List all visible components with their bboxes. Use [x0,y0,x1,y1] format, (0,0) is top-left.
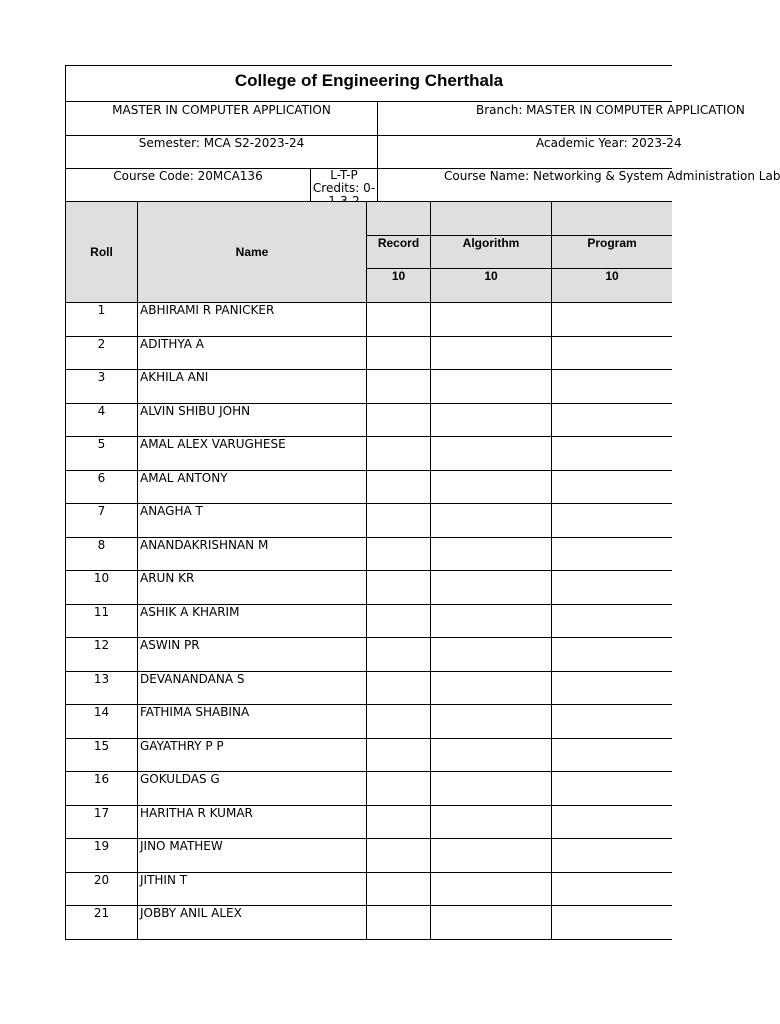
roll-cell: 20 [65,872,137,906]
name-cell: JITHIN T [137,872,366,906]
name-cell: HARITHA R KUMAR [137,805,366,839]
table-row [65,771,672,805]
algorithm-mark-cell[interactable] [430,570,551,604]
semester-row [65,135,682,168]
table-row [65,369,672,403]
roll-cell: 19 [65,838,137,872]
program-mark-cell[interactable] [551,604,672,638]
ltp-label: L-T-P [330,168,358,182]
roll-cell: 11 [65,604,137,638]
algorithm-mark-cell[interactable] [430,336,551,370]
title-row [65,65,672,101]
roll-cell: 17 [65,805,137,839]
roll-cell: 13 [65,671,137,705]
program-mark-cell[interactable] [551,637,672,671]
name-cell: AMAL ALEX VARUGHESE [137,436,366,470]
algorithm-mark-cell[interactable] [430,771,551,805]
header-program-blank [551,201,672,235]
record-mark-cell[interactable] [366,704,430,738]
ltp-cell [310,168,377,202]
record-mark-cell[interactable] [366,537,430,571]
algorithm-mark-cell[interactable] [430,604,551,638]
college-title: College of Engineering Cherthala [65,65,672,101]
algorithm-mark-cell[interactable] [430,637,551,671]
program-mark-cell[interactable] [551,671,672,705]
header-record: Record [366,235,430,268]
record-mark-cell[interactable] [366,503,430,537]
table-row [65,570,672,604]
record-mark-cell[interactable] [366,470,430,504]
roll-cell: 16 [65,771,137,805]
roll-cell: 1 [65,302,137,336]
algorithm-mark-cell[interactable] [430,671,551,705]
name-cell: FATHIMA SHABINA [137,704,366,738]
table-row [65,671,672,705]
record-mark-cell[interactable] [366,604,430,638]
table-row [65,537,672,571]
header-algorithm-max: 10 [430,268,551,302]
header-program-max: 10 [551,268,672,302]
record-mark-cell[interactable] [366,336,430,370]
table-bottom-border [65,939,672,940]
algorithm-mark-cell[interactable] [430,436,551,470]
attendance-sheet [65,65,780,940]
record-mark-cell[interactable] [366,805,430,839]
header-record-max: 10 [366,268,430,302]
table-row [65,302,672,336]
table-row [65,436,672,470]
header-algorithm-blank [430,201,551,235]
table-row [65,604,672,638]
table-row [65,738,672,772]
algorithm-mark-cell[interactable] [430,805,551,839]
roll-cell: 21 [65,905,137,939]
record-mark-cell[interactable] [366,403,430,437]
roll-cell: 14 [65,704,137,738]
record-mark-cell[interactable] [366,436,430,470]
roll-cell: 10 [65,570,137,604]
algorithm-mark-cell[interactable] [430,704,551,738]
header-name: Name [137,201,366,302]
name-cell: DEVANANDANA S [137,671,366,705]
program-mark-cell[interactable] [551,537,672,571]
branch-cell: Branch: MASTER IN COMPUTER APPLICATION [377,101,672,135]
algorithm-mark-cell[interactable] [430,470,551,504]
algorithm-mark-cell[interactable] [430,369,551,403]
name-cell: GAYATHRY P P [137,738,366,772]
program-mark-cell[interactable] [551,436,672,470]
record-mark-cell[interactable] [366,570,430,604]
program-mark-cell[interactable] [551,738,672,772]
name-cell: ANANDAKRISHNAN M [137,537,366,571]
header-record-blank [366,201,430,235]
course-code-cell: Course Code: 20MCA136 [65,168,310,202]
record-mark-cell[interactable] [366,738,430,772]
algorithm-mark-cell[interactable] [430,905,551,939]
record-mark-cell[interactable] [366,671,430,705]
table-row [65,503,672,537]
roll-cell: 2 [65,336,137,370]
name-cell: AKHILA ANI [137,369,366,403]
program-mark-cell[interactable] [551,805,672,839]
program-mark-cell[interactable] [551,369,672,403]
program-mark-cell[interactable] [551,704,672,738]
programme-cell: MASTER IN COMPUTER APPLICATION [65,101,377,135]
name-cell: ADITHYA A [137,336,366,370]
table-row [65,805,672,839]
name-cell: AMAL ANTONY [137,470,366,504]
roll-cell: 3 [65,369,137,403]
algorithm-mark-cell[interactable] [430,872,551,906]
record-mark-cell[interactable] [366,905,430,939]
program-mark-cell[interactable] [551,905,672,939]
table-row [65,637,672,671]
credits-value: Credits: 0- [312,181,376,195]
name-cell: ABHIRAMI R PANICKER [137,302,366,336]
course-name-cell: Course Name: Networking & System Administration Lab [377,168,672,202]
header-algorithm: Algorithm [430,235,551,268]
program-mark-cell[interactable] [551,771,672,805]
program-mark-cell[interactable] [551,336,672,370]
program-mark-cell[interactable] [551,838,672,872]
academic-year-cell: Academic Year: 2023-24 [377,135,672,168]
algorithm-mark-cell[interactable] [430,738,551,772]
algorithm-mark-cell[interactable] [430,503,551,537]
table-row [65,838,672,872]
program-mark-cell[interactable] [551,872,672,906]
table-header [65,201,672,302]
record-mark-cell[interactable] [366,838,430,872]
record-mark-cell[interactable] [366,771,430,805]
table-row [65,403,672,437]
program-mark-cell[interactable] [551,302,672,336]
program-mark-cell[interactable] [551,470,672,504]
table-row [65,470,672,504]
algorithm-mark-cell[interactable] [430,838,551,872]
name-cell: ASWIN PR [137,637,366,671]
record-mark-cell[interactable] [366,872,430,906]
record-mark-cell[interactable] [366,302,430,336]
name-cell: JOBBY ANIL ALEX [137,905,366,939]
program-mark-cell[interactable] [551,570,672,604]
name-cell: ALVIN SHIBU JOHN [137,403,366,437]
program-mark-cell[interactable] [551,403,672,437]
name-cell: JINO MATHEW [137,838,366,872]
roll-cell: 5 [65,436,137,470]
roll-cell: 15 [65,738,137,772]
name-cell: ASHIK A KHARIM [137,604,366,638]
program-mark-cell[interactable] [551,503,672,537]
semester-cell: Semester: MCA S2-2023-24 [65,135,377,168]
roll-cell: 8 [65,537,137,571]
record-mark-cell[interactable] [366,369,430,403]
table-row [65,872,672,906]
roll-cell: 6 [65,470,137,504]
programme-row [65,101,745,135]
algorithm-mark-cell[interactable] [430,302,551,336]
course-row [65,168,780,202]
table-row [65,704,672,738]
roll-cell: 4 [65,403,137,437]
name-cell: GOKULDAS G [137,771,366,805]
name-cell: ARUN KR [137,570,366,604]
roll-cell: 12 [65,637,137,671]
header-program: Program [551,235,672,268]
header-roll: Roll [65,201,137,302]
name-cell: ANAGHA T [137,503,366,537]
table-row [65,905,672,939]
record-mark-cell[interactable] [366,637,430,671]
roll-cell: 7 [65,503,137,537]
table-row [65,336,672,370]
algorithm-mark-cell[interactable] [430,403,551,437]
algorithm-mark-cell[interactable] [430,537,551,571]
